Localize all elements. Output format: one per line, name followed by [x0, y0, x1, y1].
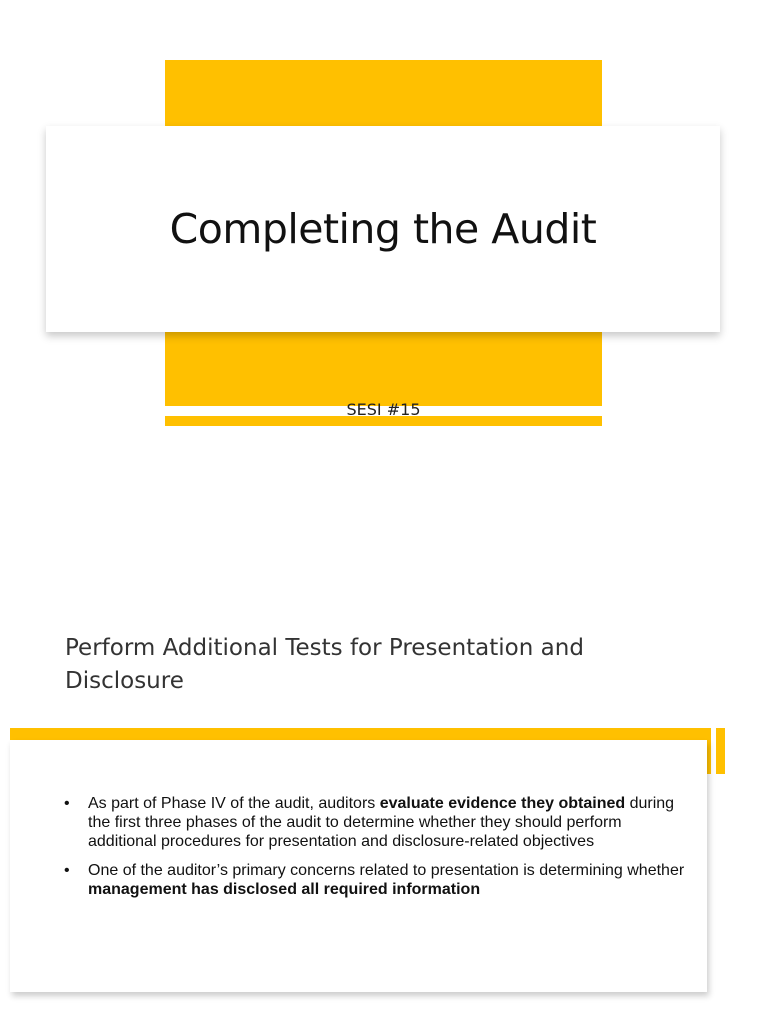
- slide-heading: Perform Additional Tests for Presentation and Disclosure: [65, 635, 584, 694]
- content-card: [10, 740, 707, 992]
- gold-accent-bar: [10, 728, 710, 740]
- bullet-item: [64, 861, 689, 899]
- slide-title: Completing the Audit: [169, 205, 597, 253]
- bullet-emphasis: management has disclosed all required information: [88, 881, 481, 898]
- bullet-text: One of the auditor’s primary concerns related to presentation is determining whether: [88, 862, 685, 879]
- gold-accent-stripe: [716, 728, 725, 774]
- gold-banner-top: [165, 60, 602, 126]
- title-card: [46, 126, 720, 332]
- bullet-icon: •: [64, 795, 70, 812]
- bullet-text: As part of Phase IV of the audit, auditors: [88, 795, 380, 812]
- content-slide: [0, 560, 768, 1024]
- bullet-text: during the first three phases of the audit to determine whether they should perform additional procedures for presentation and disclosure-related objectives: [88, 795, 675, 850]
- gold-banner-bottom: [165, 332, 602, 406]
- bullet-list: [64, 794, 689, 909]
- bullet-emphasis: evaluate evidence they obtained: [379, 795, 626, 812]
- slide-subtitle: SESI #15: [346, 400, 421, 419]
- bullet-item: [64, 794, 689, 851]
- bullet-icon: •: [64, 862, 70, 879]
